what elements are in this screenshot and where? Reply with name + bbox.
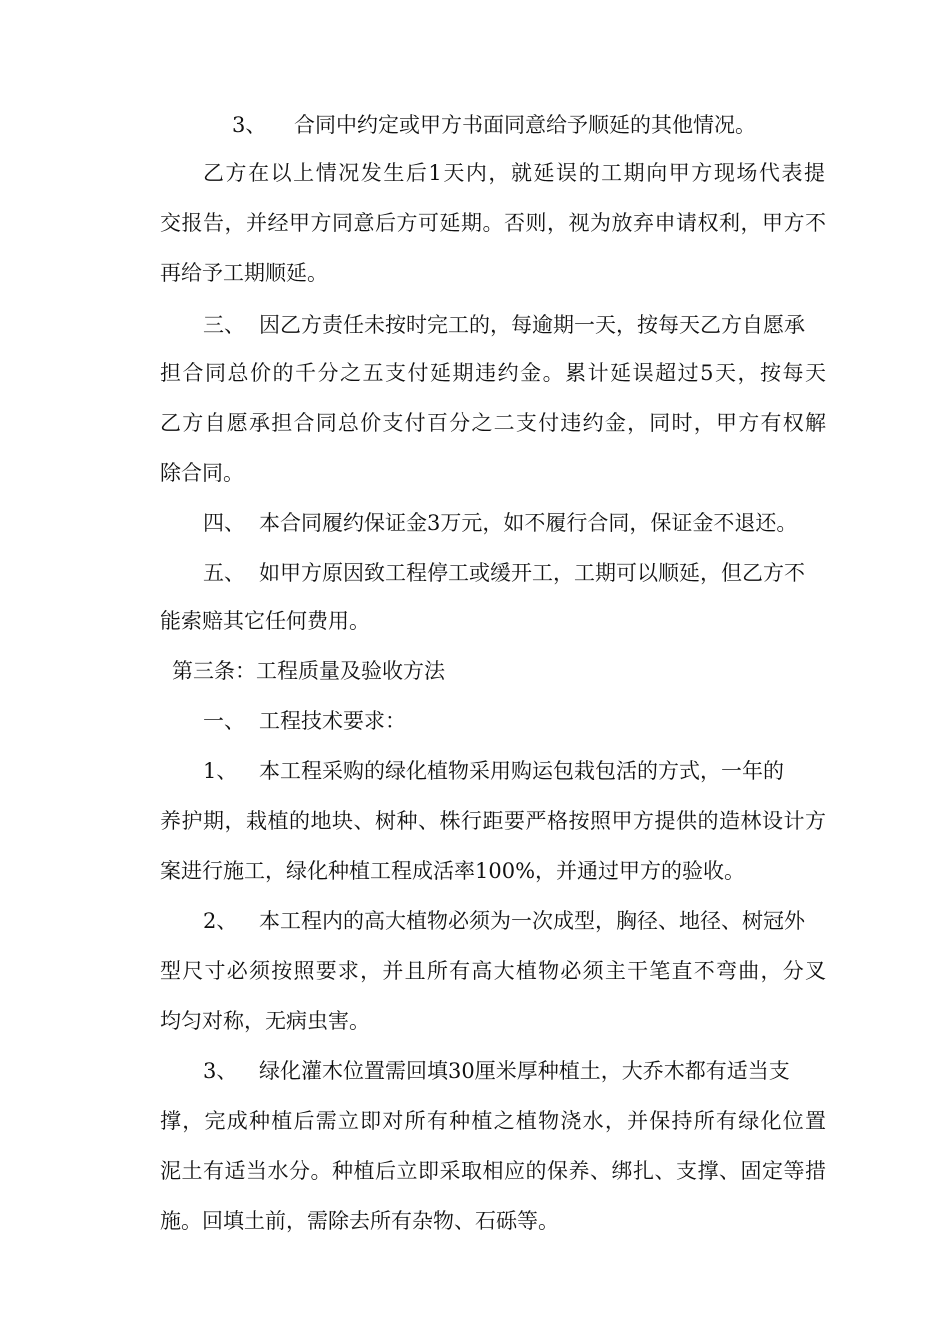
item-3b-line [203, 1056, 790, 1086]
paragraph-text: 工程技术要求： [259, 709, 406, 733]
paragraph-text: 绿化灌木位置需回填30厘米厚种植土，大乔木都有适当支 [259, 1059, 790, 1083]
section-heading: 第三条：工程质量及验收方法 [172, 659, 445, 683]
paragraph-line: 型尺寸必须按照要求，并且所有高大植物必须主干笔直不弯曲，分叉 [160, 959, 826, 983]
paragraph-line: 能索赔其它任何费用。 [160, 609, 370, 633]
paragraph-line: 养护期，栽植的地块、树种、株行距要严格按照甲方提供的造林设计方 [160, 809, 826, 833]
clause-5-line [203, 558, 805, 588]
list-marker: 五、 [203, 561, 245, 585]
paragraph-line: 再给予工期顺延。 [160, 261, 328, 285]
paragraph-line: 担合同总价的千分之五支付延期违约金。累计延误超过5天，按每天 [160, 361, 826, 385]
paragraph-line: 乙方在以上情况发生后1天内，就延误的工期向甲方现场代表提 [203, 161, 825, 185]
paragraph-line: 泥土有适当水分。种植后立即采取相应的保养、绑扎、支撑、固定等措 [160, 1159, 826, 1183]
paragraph-line: 案进行施工，绿化种植工程成活率100%，并通过甲方的验收。 [160, 859, 746, 883]
paragraph-line: 乙方自愿承担合同总价支付百分之二支付违约金，同时，甲方有权解 [160, 411, 826, 435]
paragraph-line: 撑，完成种植后需立即对所有种植之植物浇水，并保持所有绿化位置 [160, 1109, 826, 1133]
paragraph-text: 合同中约定或甲方书面同意给予顺延的其他情况。 [294, 113, 756, 137]
list-marker: 一、 [203, 709, 245, 733]
item-1-line [203, 756, 784, 786]
list-marker: 四、 [203, 511, 245, 535]
paragraph-text: 如甲方原因致工程停工或缓开工，工期可以顺延，但乙方不 [259, 561, 805, 585]
subsection-heading [203, 706, 406, 736]
paragraph-line: 除合同。 [160, 461, 244, 485]
list-marker: 1、 [203, 759, 238, 783]
list-marker: 3、 [232, 113, 267, 137]
paragraph-text: 本工程采购的绿化植物采用购运包栽包活的方式，一年的 [259, 759, 784, 783]
paragraph-text: 本合同履约保证金3万元，如不履行合同，保证金不退还。 [259, 511, 798, 535]
item-2-line [203, 906, 805, 936]
list-marker: 2、 [203, 909, 238, 933]
list-marker: 三、 [203, 313, 245, 337]
list-marker: 3、 [203, 1059, 238, 1083]
paragraph-line: 施。回填土前，需除去所有杂物、石砾等。 [160, 1209, 559, 1233]
item-3-line [232, 110, 756, 140]
paragraph-line: 交报告，并经甲方同意后方可延期。否则，视为放弃申请权利，甲方不 [160, 211, 826, 235]
clause-3-line [203, 310, 825, 340]
paragraph-line: 均匀对称，无病虫害。 [160, 1009, 370, 1033]
paragraph-text: 因乙方责任未按时完工的，每逾期一天，按每天乙方自愿承 [259, 313, 805, 337]
paragraph-text: 本工程内的高大植物必须为一次成型，胸径、地径、树冠外 [259, 909, 805, 933]
clause-4-line [203, 508, 797, 538]
